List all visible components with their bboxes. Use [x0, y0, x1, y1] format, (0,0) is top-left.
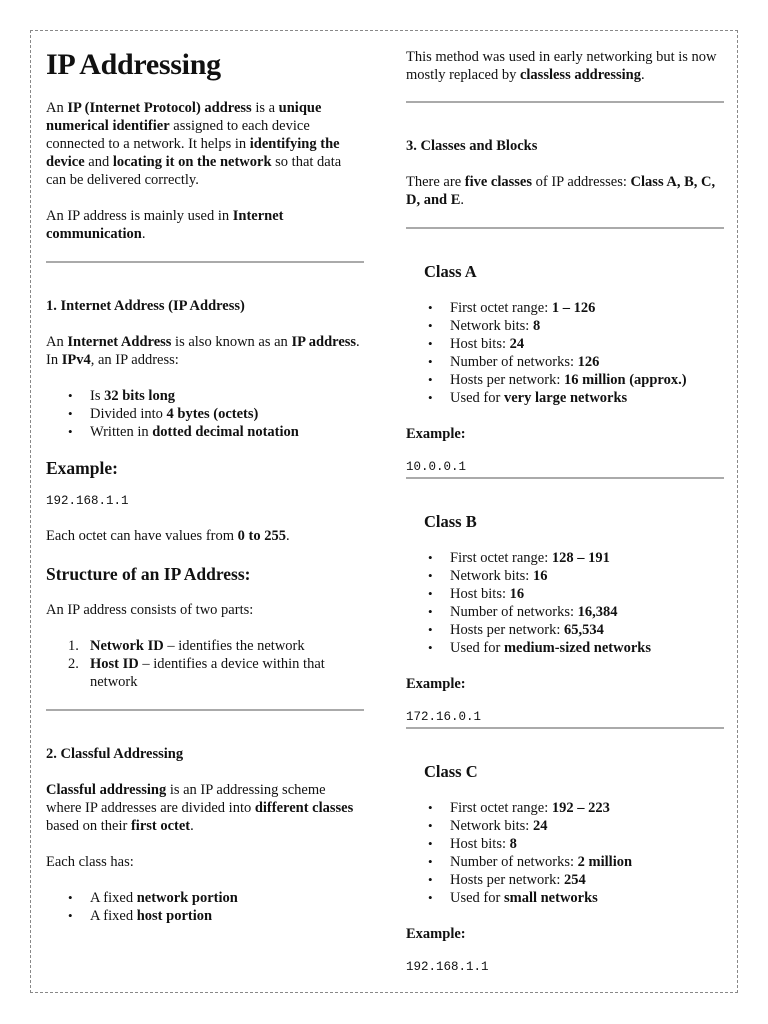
divider: [46, 261, 364, 263]
text: is also known as an: [171, 334, 292, 350]
text: Host bits:: [450, 836, 510, 852]
text-bold: 32 bits long: [104, 388, 176, 404]
text: A fixed: [90, 908, 137, 924]
text-bold: medium-sized networks: [503, 640, 651, 656]
structure-heading: Structure of an IP Address:: [46, 564, 251, 584]
text-bold: first octet: [130, 818, 191, 834]
text-bold: Classful addressing: [46, 782, 167, 798]
text-bold: 0 to 255: [237, 528, 286, 544]
text: Is: [90, 388, 105, 404]
text: There are: [406, 174, 465, 190]
list-item: [68, 907, 364, 925]
section2-continuation: [406, 48, 724, 84]
text: Network bits:: [450, 318, 533, 334]
text-bold: small networks: [503, 890, 598, 906]
text: . In: [46, 334, 360, 368]
text: A fixed: [90, 890, 137, 906]
text-bold: 2 million: [577, 854, 633, 870]
text: .: [190, 818, 194, 834]
list-number: 1.: [68, 638, 79, 654]
divider: [46, 709, 364, 711]
text-bold: 1 – 126: [551, 300, 596, 316]
text-bold: identifying the device: [46, 136, 340, 170]
divider: [406, 477, 724, 479]
example-code: 192.168.1.1: [46, 494, 129, 508]
section-heading: 2. Classful Addressing: [46, 746, 184, 762]
text-bold: 4 bytes (octets): [166, 406, 259, 422]
section-heading: 1. Internet Address (IP Address): [46, 298, 245, 314]
text: An IP address is mainly used in: [46, 208, 233, 224]
ip-parts-list: [46, 637, 364, 691]
list-item: [428, 817, 724, 835]
text-bold: classless addressing: [519, 67, 641, 83]
text-bold: 8: [509, 836, 517, 852]
class-heading: Class C: [424, 762, 478, 781]
text: .: [141, 226, 146, 242]
example-code: 192.168.1.1: [406, 960, 489, 974]
text-bold: 16,384: [577, 604, 618, 620]
list-item: [68, 387, 364, 405]
text: First octet range:: [450, 800, 552, 816]
example-label: Example:: [406, 676, 466, 692]
text: Hosts per network:: [450, 622, 564, 638]
text-bold: IP (Internet Protocol) address: [67, 100, 252, 116]
example-label: Example:: [406, 926, 466, 942]
octet-range-paragraph: [46, 527, 364, 545]
structure-intro: An IP address consists of two parts:: [46, 602, 254, 618]
text: is a: [251, 100, 279, 116]
text: An: [46, 334, 68, 350]
text: Divided into: [90, 406, 167, 422]
text: An: [46, 100, 68, 116]
example-label: Example:: [406, 426, 466, 442]
class-properties-list: [406, 299, 724, 407]
text-bold: 16: [509, 586, 525, 602]
list-item: [428, 639, 724, 657]
text: Used for: [450, 640, 504, 656]
text-bold: Host ID: [90, 656, 139, 672]
text: This method was used in early networking but is now mostly replaced by: [406, 49, 717, 83]
text: Each octet can have values from: [46, 528, 238, 544]
text-bold: 24: [509, 336, 525, 352]
text-bold: unique numerical identifier: [46, 100, 322, 134]
text-bold: locating it on the network: [112, 154, 272, 170]
list-item: [428, 389, 724, 407]
text: – identifies the network: [163, 638, 305, 654]
text: is an IP addressing scheme where IP addresses are divided into: [46, 782, 326, 816]
text-bold: IP address: [291, 334, 357, 350]
text: , an IP address:: [90, 352, 179, 368]
text: Number of networks:: [450, 604, 578, 620]
text-bold: different classes: [254, 800, 354, 816]
intro-paragraph: [46, 99, 364, 189]
document-page: [30, 30, 738, 993]
text: Used for: [450, 890, 504, 906]
text: Hosts per network:: [450, 372, 564, 388]
text-bold: network portion: [136, 890, 238, 906]
text-bold: IPv4: [61, 352, 91, 368]
text-bold: Network ID: [90, 638, 164, 654]
class-properties-list: [406, 799, 724, 907]
text-bold: host portion: [136, 908, 213, 924]
text-bold: 24: [532, 818, 548, 834]
text-bold: 128 – 191: [551, 550, 610, 566]
list-item: [428, 621, 724, 639]
list-item: [428, 549, 724, 567]
text: First octet range:: [450, 300, 552, 316]
text-bold: Class A, B, C, D, and E: [406, 174, 716, 208]
text: First octet range:: [450, 550, 552, 566]
page-title: IP Addressing: [46, 48, 221, 81]
divider: [406, 727, 724, 729]
example-code: 10.0.0.1: [406, 460, 467, 474]
example-heading: Example:: [46, 458, 118, 478]
class-portions-list: [46, 889, 364, 925]
list-item: [68, 405, 364, 423]
class-heading: Class B: [424, 512, 477, 531]
list-item: [428, 353, 724, 371]
text-bold: 16: [532, 568, 548, 584]
list-item: [428, 853, 724, 871]
text: based on their: [46, 818, 131, 834]
text-bold: 254: [563, 872, 586, 888]
text-bold: five classes: [464, 174, 533, 190]
text: Written in: [90, 424, 153, 440]
text-bold: 126: [577, 354, 600, 370]
text-bold: very large networks: [503, 390, 628, 406]
text: Host bits:: [450, 586, 510, 602]
text: Network bits:: [450, 568, 533, 584]
right-column: [406, 31, 724, 975]
text: .: [285, 528, 290, 544]
list-item: [428, 871, 724, 889]
list-item: [428, 567, 724, 585]
example-code: 172.16.0.1: [406, 710, 482, 724]
list-item: [68, 637, 364, 655]
section1-paragraph: [46, 333, 364, 369]
list-item: [68, 655, 364, 691]
text: .: [640, 67, 645, 83]
list-item: [428, 585, 724, 603]
each-class-text: Each class has:: [46, 854, 134, 870]
list-number: 2.: [68, 656, 79, 672]
text: and: [84, 154, 113, 170]
class-heading: Class A: [424, 262, 477, 281]
text-bold: 192 – 223: [551, 800, 610, 816]
text: Number of networks:: [450, 354, 578, 370]
text: – identifies a device within that network: [90, 656, 325, 690]
section3-paragraph: [406, 173, 724, 209]
text-bold: Internet communication: [46, 208, 284, 242]
text: .: [460, 192, 465, 208]
list-item: [428, 371, 724, 389]
ipv4-properties-list: [46, 387, 364, 441]
section-heading: 3. Classes and Blocks: [406, 138, 538, 154]
text-bold: 8: [532, 318, 541, 334]
text: Host bits:: [450, 336, 510, 352]
text-bold: dotted decimal notation: [152, 424, 299, 440]
divider: [406, 227, 724, 229]
text-bold: Internet Address: [67, 334, 172, 350]
list-item: [428, 799, 724, 817]
list-item: [428, 889, 724, 907]
section2-paragraph: [46, 781, 364, 835]
left-column: [46, 31, 364, 925]
list-item: [428, 603, 724, 621]
text-bold: 65,534: [563, 622, 604, 638]
text: assigned to each device connected to a network. It helps in: [46, 118, 310, 152]
list-item: [68, 423, 364, 441]
list-item: [428, 335, 724, 353]
text: Number of networks:: [450, 854, 578, 870]
text: Used for: [450, 390, 504, 406]
list-item: [428, 299, 724, 317]
list-item: [428, 835, 724, 853]
intro-paragraph-2: [46, 207, 364, 243]
list-item: [68, 889, 364, 907]
text: of IP addresses:: [532, 174, 631, 190]
class-properties-list: [406, 549, 724, 657]
divider: [406, 101, 724, 103]
text: Network bits:: [450, 818, 533, 834]
list-item: [428, 317, 724, 335]
text: Hosts per network:: [450, 872, 564, 888]
text: so that data can be delivered correctly.: [46, 154, 342, 188]
text-bold: 16 million (approx.): [563, 372, 687, 388]
